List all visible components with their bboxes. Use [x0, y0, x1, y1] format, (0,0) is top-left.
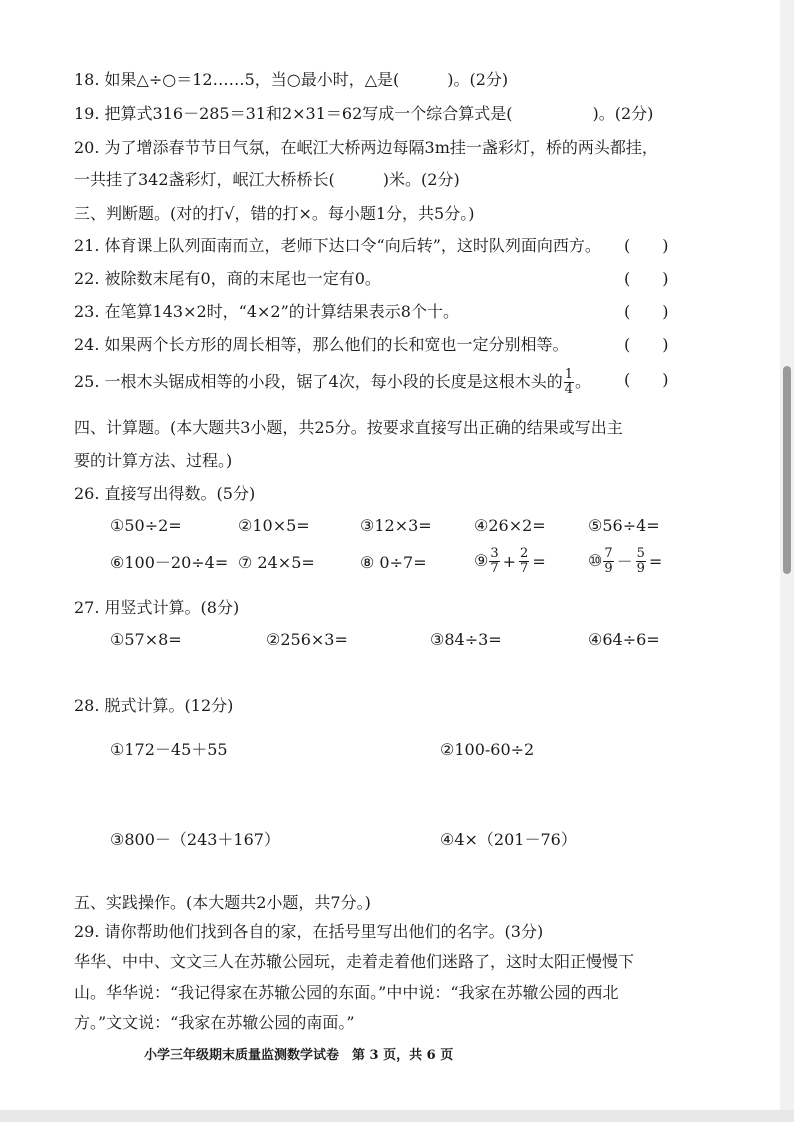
calc-item-9: ⑨ $\frac{3}{7}$ + $\frac{2}{7}$ =: [474, 546, 546, 576]
section-4-heading-line2: 要的计算方法、过程。): [74, 451, 233, 470]
question-24: 24. 如果两个长方形的周长相等，那么他们的长和宽也一定分别相等。: [74, 335, 569, 354]
question-22: 22. 被除数末尾有0，商的末尾也一定有0。: [74, 269, 381, 288]
section-3-heading: 三、判断题。(对的打√，错的打×。每小题1分，共5分。): [74, 204, 475, 223]
question-29: 29. 请你帮助他们找到各自的家，在括号里写出他们的名字。(3分): [74, 922, 544, 941]
question-25-end: 。: [575, 372, 592, 391]
bottom-edge-strip: [0, 1110, 794, 1122]
question-28: 28. 脱式计算。(12分): [74, 696, 234, 715]
calc-item-8: ⑧ 0÷7=: [360, 553, 427, 572]
stepwise-calc-1: ①172－45＋55: [110, 740, 228, 759]
question-23: 23. 在笔算143×2时，“4×2”的计算结果表示8个十。: [74, 302, 459, 321]
calc-item-3: ③12×3=: [360, 516, 432, 535]
answer-paren-21[interactable]: ( ): [624, 236, 669, 255]
stepwise-calc-4: ④4×（201－76）: [440, 830, 577, 849]
fraction-5-9: $\frac{5}{9}$: [636, 546, 645, 576]
answer-paren-25[interactable]: ( ): [624, 370, 669, 389]
vertical-calc-1: ①57×8=: [110, 630, 182, 649]
vertical-calc-4: ④64÷6=: [588, 630, 660, 649]
answer-paren-22[interactable]: ( ): [624, 269, 669, 288]
calc-item-4: ④26×2=: [474, 516, 546, 535]
vertical-scrollbar[interactable]: [780, 0, 794, 1122]
fraction-one-quarter: $\frac{1}{4}$: [564, 367, 573, 397]
vertical-calc-2: ②256×3=: [266, 630, 348, 649]
fraction-7-9: $\frac{7}{9}$: [604, 546, 613, 576]
question-25-text: 25. 一根木头锯成相等的小段，锯了4次，每小段的长度是这根木头的: [74, 372, 563, 391]
question-20-line2: 一共挂了342盏彩灯，岷江大桥桥长( )米。(2分): [74, 170, 460, 189]
question-19: 19. 把算式316－285＝31和2×31＝62写成一个综合算式是( )。(2分): [74, 104, 654, 123]
answer-paren-23[interactable]: ( ): [624, 302, 669, 321]
section-4-heading-line1: 四、计算题。(本大题共3小题，共25分。按要求直接写出正确的结果或写出主: [74, 418, 623, 437]
calc-item-2: ②10×5=: [238, 516, 310, 535]
question-29-text-line2: 山。华华说：“我记得家在苏辙公园的东面。”中中说：“我家在苏辙公园的西北: [74, 983, 619, 1002]
section-5-heading: 五、实践操作。(本大题共2小题，共7分。): [74, 893, 371, 912]
question-29-text-line1: 华华、中中、文文三人在苏辙公园玩，走着走着他们迷路了，这时太阳正慢慢下: [74, 952, 635, 971]
answer-paren-24[interactable]: ( ): [624, 335, 669, 354]
question-26: 26. 直接写出得数。(5分): [74, 484, 256, 503]
question-25: [74, 368, 591, 397]
scrollbar-thumb[interactable]: [783, 366, 791, 574]
calc-item-10: ⑩ $\frac{7}{9}$ － $\frac{5}{9}$ =: [588, 546, 663, 576]
calc-item-7: ⑦ 24×5=: [238, 553, 315, 572]
calc-item-6: ⑥100－20÷4=: [110, 553, 229, 572]
question-29-text-line3: 方。”文文说：“我家在苏辙公园的南面。”: [74, 1013, 355, 1032]
calc-item-5: ⑤56÷4=: [588, 516, 660, 535]
calc-item-1: ①50÷2=: [110, 516, 182, 535]
fraction-3-7: $\frac{3}{7}$: [490, 546, 499, 576]
vertical-calc-3: ③84÷3=: [430, 630, 502, 649]
stepwise-calc-3: ③800－（243＋167）: [110, 830, 280, 849]
question-21: 21. 体育课上队列面南而立，老师下达口令“向后转”，这时队列面向西方。: [74, 236, 601, 255]
fraction-2-7: $\frac{2}{7}$: [520, 546, 529, 576]
page-footer: 小学三年级期末质量监测数学试卷 第 3 页，共 6 页: [144, 1048, 454, 1063]
question-20-line1: 20. 为了增添春节节日气氛，在岷江大桥两边每隔3m挂一盏彩灯，桥的两头都挂，: [74, 138, 658, 157]
question-27: 27. 用竖式计算。(8分): [74, 598, 240, 617]
stepwise-calc-2: ②100-60÷2: [440, 740, 535, 759]
question-18: 18. 如果△÷○＝12……5，当○最小时，△是( )。(2分): [74, 70, 509, 89]
